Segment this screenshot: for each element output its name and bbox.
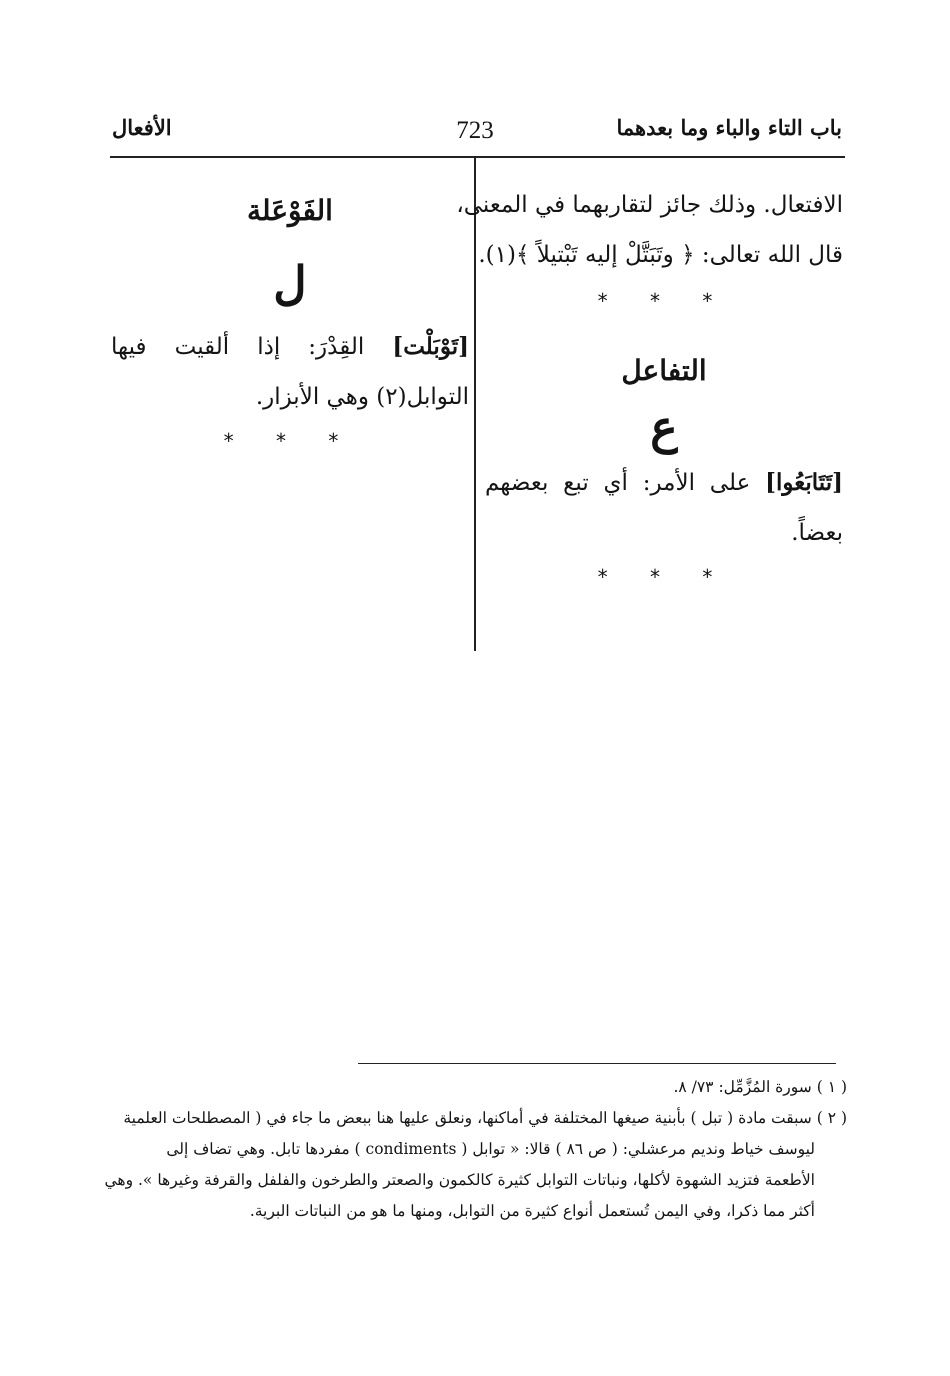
text-line: قال الله تعالى: ﴿ وتَبَتَّلْ إليه تَبْتيلاً ﴾(١). [478,242,843,268]
entry-line [485,458,843,508]
text-line: الافتعال. وذلك جائز لتقاربهما في المعنى، [456,192,843,218]
footnote-line: ( ١ ) سورة المُزَّمِّل: ٧٣/ ٨. [673,1078,847,1096]
running-head-section: الأفعال [112,115,172,140]
entry-line: التوابل(٢) وهي الأبزار. [255,384,469,410]
section-title: الفَوْعَلة [247,194,333,227]
entry-definition: على الأمر: أي تبع بعضهم [485,470,751,496]
header-rule [110,156,845,158]
entry-headword: [تَوْبَلْت] [392,333,469,360]
footnote-line: أكثر مما ذكرا، وفي اليمن تُستعمل أنواع كثيرة من التوابل، ومنها ما هو من النباتات البرية. [249,1202,815,1220]
running-head-chapter: باب التاء والباء وما بعدهما [616,115,842,140]
entry-line [111,322,469,372]
footnote-line: ( ٢ ) سبقت مادة ( تبل ) بأبنية صيغها المختلفة في أماكنها، ونعلق عليها هنا ببعض ما جاء في ( المصطلحات العلمية [123,1109,847,1127]
footnote-line: الأطعمة فتزيد الشهوة لأكلها، ونباتات التوابل كثيرة كالكمون والصعتر والطرخون والفلفل والقرفة وغيرها ». وهي [104,1171,815,1189]
footnotes [104,1072,847,1227]
right-column [456,180,843,592]
asterism-separator: * * * [597,565,731,589]
entry-line: بعضاً. [791,520,843,546]
letter-heading: ع [650,400,678,454]
letter-heading: ل [273,256,307,310]
asterism-separator: * * * [597,289,731,313]
entry-headword: [تَتَابَعُوا] [765,469,843,496]
entry-definition: القِدْرَ: إذا ألقيت فيها [111,334,365,360]
page-number: 723 [456,117,494,144]
left-column [111,180,469,456]
footnote-line: ليوسف خياط ونديم مرعشلي: ( ص ٨٦ ) قالا: « توابل ( condiments ) مفردها تابل. وهي تضاف إلى [166,1140,815,1158]
asterism-separator: * * * [223,429,357,453]
section-title: التفاعل [621,354,707,387]
column-divider [474,157,476,651]
footnote-rule [358,1063,836,1064]
